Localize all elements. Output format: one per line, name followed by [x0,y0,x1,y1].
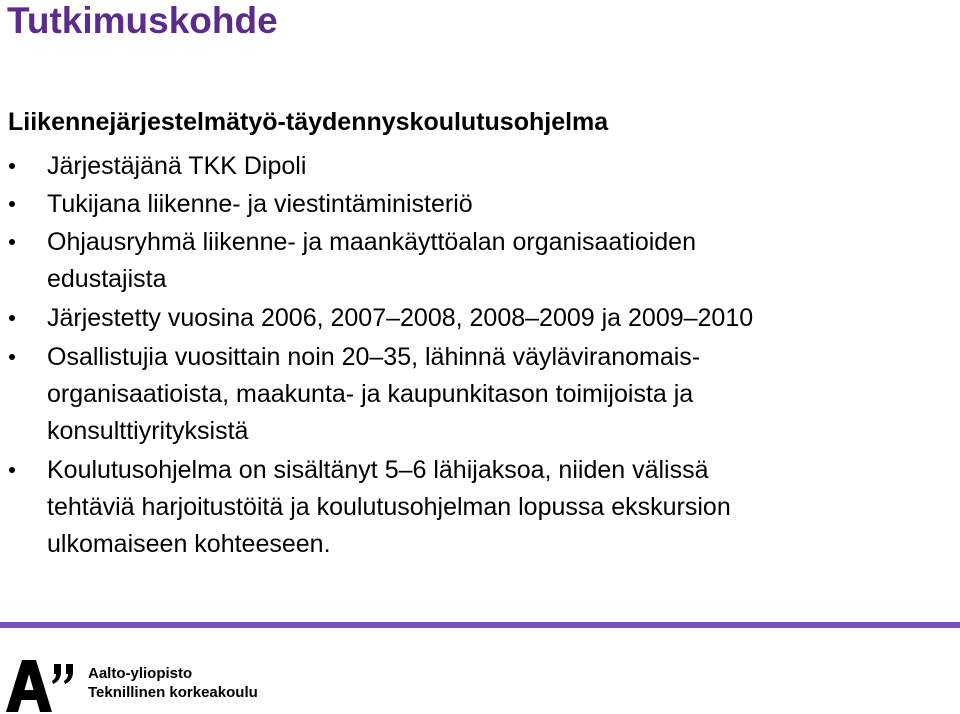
bullet-text: Järjestetty vuosina 2006, 2007–2008, 2008–2009 ja 2009–2010 [47,304,754,332]
bullet-text: konsulttiyrityksistä [47,417,249,445]
logo-text [88,664,258,702]
logo-school-name: Teknillinen korkeakoulu [88,684,258,701]
slide-subheading: Liikennejärjestelmätyö-täydennyskoulutusohjelma [8,108,609,136]
bullet-item [0,452,940,563]
bullet-text: ulkomaiseen kohteeseen. [47,530,331,558]
logo-university-name: Aalto-yliopisto [88,665,193,682]
bullet-item [0,300,940,337]
bullet-item [0,148,940,185]
aalto-a-logo-icon [6,660,80,712]
bullet-item [0,224,940,298]
slide-title: Tutkimuskohde [7,0,278,41]
bullet-text: Ohjausryhmä liikenne- ja maankäyttöalan organisaatioiden [47,228,696,256]
bullet-list [0,148,940,563]
bullet-text: tehtäviä harjoitustöitä ja koulutusohjelman lopussa ekskursion [47,493,731,521]
bullet-text: Tukijana liikenne- ja viestintäministeriö [47,190,473,218]
bullet-item [0,339,940,450]
bullet-text: Järjestäjänä TKK Dipoli [47,152,307,180]
bullet-text: Osallistujia vuosittain noin 20–35, lähinnä väyläviranomais- [47,343,701,371]
bullet-text: edustajista [47,265,167,293]
bullet-text: organisaatioista, maakunta- ja kaupunkitason toimijoista ja [47,380,694,408]
bullet-item [0,186,940,223]
footer-divider [0,622,960,628]
bullet-text: Koulutusohjelma on sisältänyt 5–6 lähijaksoa, niiden välissä [47,456,709,484]
